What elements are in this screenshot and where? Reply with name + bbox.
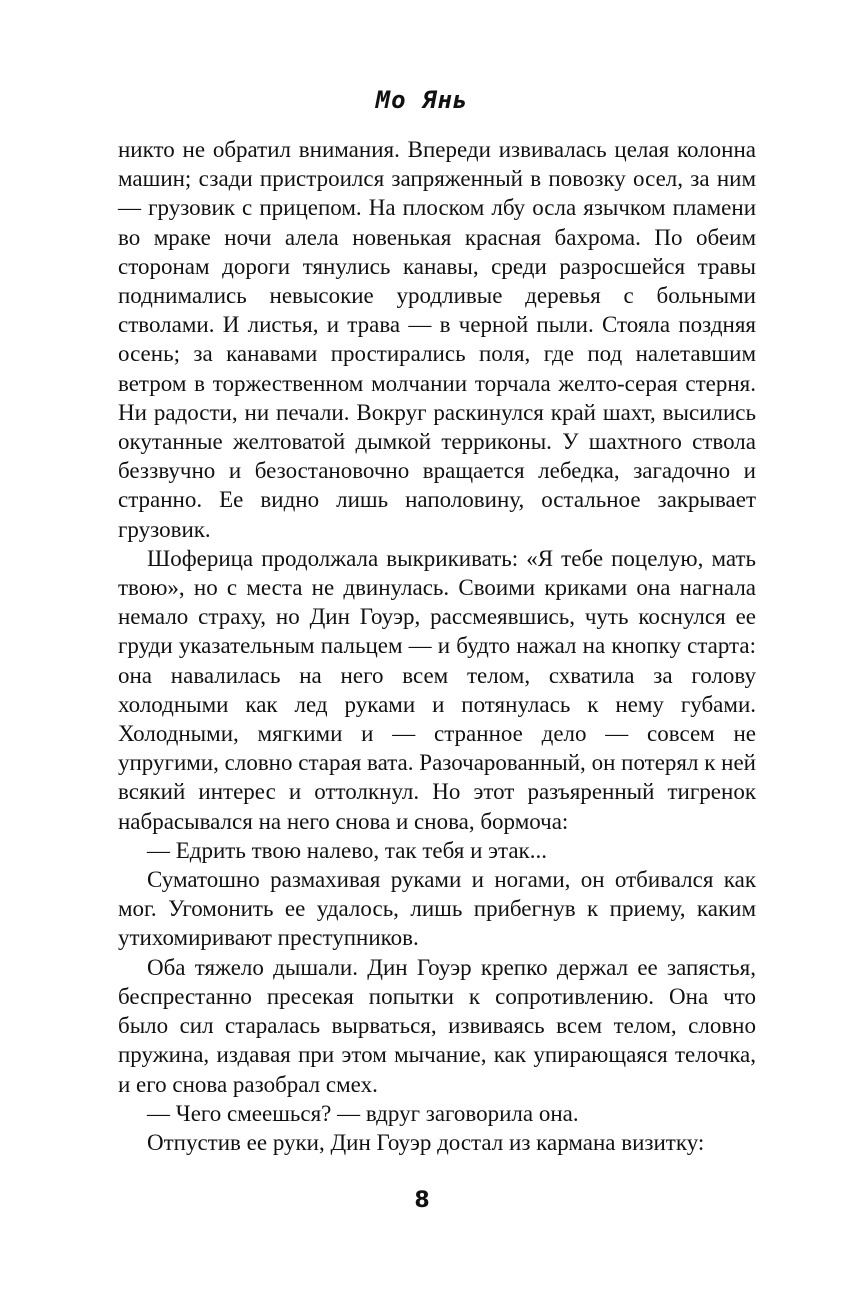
paragraph-7: Отпустив ее руки, Дин Гоуэр достал из кармана визитку:: [147, 1129, 705, 1155]
paragraph-4: Суматошно размахивая руками и ногами, он отбивался как мог. Угомонить ее удалось, лишь прибегнув к приему, каким утихомиривают преступников.: [118, 867, 756, 951]
paragraph-6: — Чего смеешься? — вдруг заговорила она.: [147, 1100, 579, 1126]
paragraph-1: никто не обратил внимания. Впереди извивалась целая колонна машин; сзади пристроился запряженный в повозку осел, за ним — грузовик с прицепом. На плоском лбу осла язычком пламени во мраке ночи алела новенькая красная бахрома. По обеим сторонам дороги тянулись канавы, среди разросшейся травы поднимались невысокие уродливые деревья с больными стволами. И листья, и трава — в черной пыли. Стояла поздняя осень; за канавами простирались поля, где под налетавшим ветром в торжественном молчании торчала желто-серая стерня. Ни радости, ни печали. Вокруг раскинулся край шахт, высились окутанные желтоватой дымкой терриконы. У шахтного ствола беззвучно и безостановочно вращается лебедка, загадочно и странно. Ее видно лишь наполовину, остальное закрывает грузовик.: [118, 137, 756, 542]
body-text: [118, 135, 756, 1157]
page-number: 8: [414, 1188, 430, 1213]
running-title: Мо Янь: [375, 86, 469, 114]
paragraph-2: Шоферица продолжала выкрикивать: «Я тебе поцелую, мать твою», но с места не двинулась. Своими криками она нагнала немало страху, но Дин Гоуэр, рассмеявшись, чуть коснулся ее груди указательным пальцем — и будто нажал на кнопку старта: она навалилась на него всем телом, схватила за голову холодными как лед руками и потянулась к нему губами. Холодными, мягкими и — странное дело — совсем не упругими, словно старая вата. Разочарованный, он потерял к ней всякий интерес и оттолкнул. Но этот разъяренный тигренок набрасывался на него снова и снова, бормоча:: [118, 545, 756, 834]
paragraph-5: Оба тяжело дышали. Дин Гоуэр крепко держал ее запястья, беспрестанно пресекая попытки к сопротивлению. Она что было сил старалась вырваться, извиваясь всем телом, словно пружина, издавая при этом мычание, как упирающаяся телочка, и его снова разобрал смех.: [118, 954, 756, 1097]
paragraph-3: — Едрить твою налево, так тебя и этак...: [147, 837, 547, 863]
